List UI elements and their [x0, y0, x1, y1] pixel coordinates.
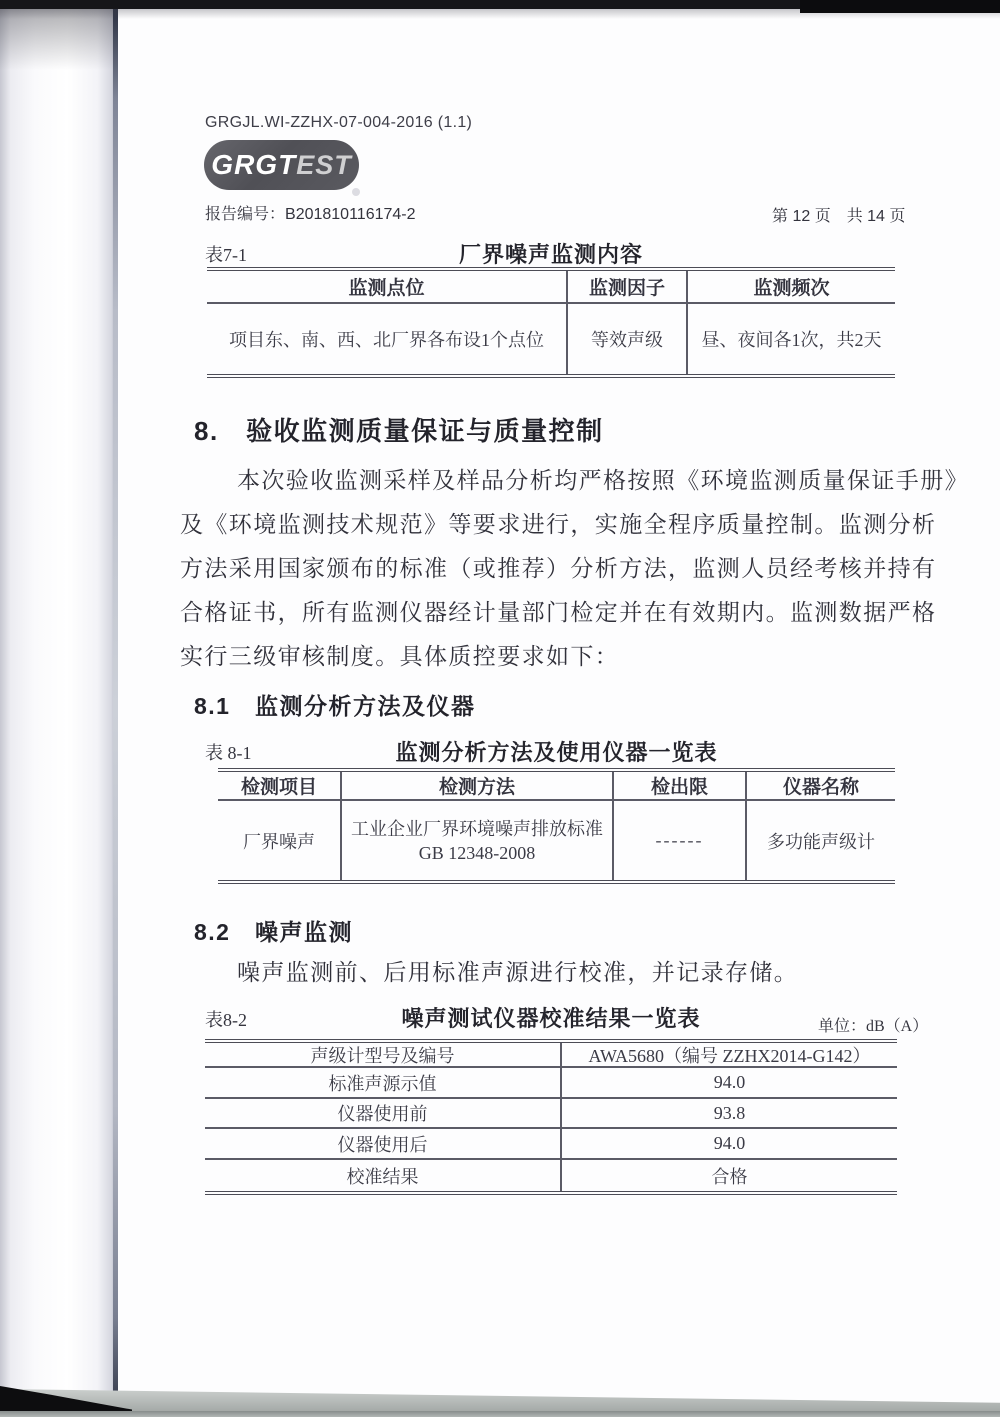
method-standard-code: GB 12348-2008 [418, 842, 536, 863]
table71-header-cell: 监测因子 [566, 271, 686, 304]
logo-registered-dot [352, 188, 360, 196]
table82-row-value: AWA5680（编号 ZZHX2014-G142） [560, 1043, 897, 1068]
scan-left-page-edge [0, 0, 116, 1417]
table82-unit: 单位：dB（A） [818, 1018, 929, 1035]
method-standard-name: 工业企业厂界环境噪声排放标准 [351, 818, 603, 839]
scan-page-crease [113, 0, 118, 1417]
table82-title: 噪声测试仪器校准结果一览表 [401, 1006, 701, 1031]
document-code: GRGJL.WI-ZZHX-07-004-2016 (1.1) [205, 114, 473, 131]
table81-title: 监测分析方法及使用仪器一览表 [395, 740, 718, 765]
table71-label: 表7-1 [205, 245, 247, 265]
page-indicator: 第 12 页 共 14 页 [772, 208, 906, 225]
grgtest-logo [204, 140, 359, 190]
report-number-line [205, 201, 416, 224]
table81-header-cell: 仪器名称 [745, 772, 895, 801]
scan-bottom-line [0, 1411, 1000, 1417]
table82 [205, 1039, 897, 1195]
table82-row-name: 声级计型号及编号 [205, 1043, 560, 1068]
scan-top-right-edge [800, 0, 1000, 13]
report-number-value: B201810116174-2 [285, 206, 416, 223]
table81-cell-method [340, 801, 612, 880]
table82-row-name: 仪器使用后 [205, 1129, 560, 1160]
table71-title: 厂界噪声监测内容 [458, 242, 643, 267]
paragraph-line: 方法采用国家颁布的标准（或推荐）分析方法，监测人员经考核并持有 [180, 556, 937, 581]
table81-header-cell: 检测项目 [218, 772, 340, 801]
table71-cell: 等效声级 [566, 304, 686, 374]
table82-row-value: 94.0 [560, 1068, 897, 1099]
table82-row-value: 93.8 [560, 1099, 897, 1129]
table81-label: 表 8-1 [205, 743, 252, 763]
section82-paragraph: 噪声监测前、后用标准声源进行校准，并记录存储。 [237, 960, 799, 985]
section82-heading: 8.2 噪声监测 [194, 919, 353, 945]
table81-cell: 厂界噪声 [243, 831, 315, 852]
paragraph-line: 实行三级审核制度。具体质控要求如下： [180, 644, 620, 669]
table71-cell: 项目东、南、西、北厂界各布设1个点位 [229, 330, 544, 350]
table71 [207, 267, 895, 378]
table71-header-cell: 监测频次 [686, 271, 895, 304]
table81-cell-instrument: 多功能声级计 [745, 801, 895, 880]
table82-row-value: 94.0 [560, 1129, 897, 1160]
table82-label: 表8-2 [205, 1010, 247, 1030]
table71-header-cell: 监测点位 [207, 271, 566, 304]
table71-cell: 昼、夜间各1次，共2天 [686, 304, 895, 374]
paragraph-line: 本次验收监测采样及样品分析均严格按照《环境监测质量保证手册》 [237, 468, 969, 493]
table81-header-cell: 检测方法 [340, 772, 612, 801]
table81-cell-limit: ------ [612, 801, 745, 880]
logo-text-secondary: EST [296, 149, 352, 180]
section81-heading: 8.1 监测分析方法及仪器 [194, 693, 476, 719]
table81-header-cell: 检出限 [612, 772, 745, 801]
table82-row-value: 合格 [560, 1160, 897, 1191]
section8-paragraph [180, 459, 969, 679]
report-number-label: 报告编号： [205, 206, 286, 223]
table82-row-name: 仪器使用前 [205, 1099, 560, 1129]
logo-text-primary: GRGT [211, 149, 297, 180]
paragraph-line: 合格证书，所有监测仪器经计量部门检定并在有效期内。监测数据严格 [180, 600, 937, 625]
scan-bottom-edge [0, 1389, 1000, 1412]
section8-heading: 8. 验收监测质量保证与质量控制 [194, 416, 604, 446]
table82-row-name: 校准结果 [346, 1166, 419, 1187]
table81 [218, 768, 895, 884]
table82-row-name: 标准声源示值 [205, 1068, 560, 1099]
paragraph-line: 及《环境监测技术规范》等要求进行，实施全程序质量控制。监测分析 [180, 512, 937, 537]
